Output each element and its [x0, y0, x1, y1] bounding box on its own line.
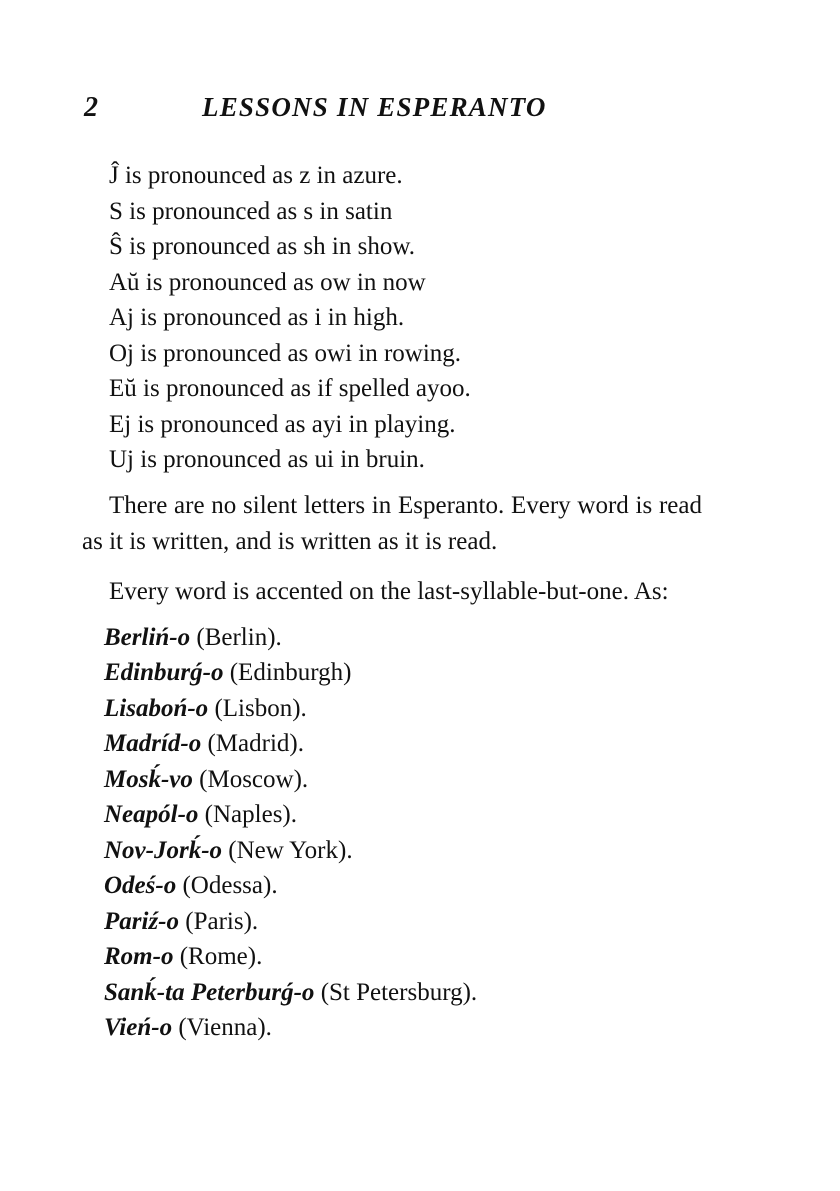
- pronunciation-line: Aj is pronounced as i in high.: [109, 304, 405, 331]
- city-example: [82, 726, 702, 762]
- city-esperanto: Neapól-o: [104, 801, 199, 828]
- paragraph-silent-letters: There are no silent letters in Esperanto. Every word is read as it is written, and is written as it is read.: [82, 491, 702, 555]
- city-english: (Rome).: [173, 943, 263, 970]
- city-example: [82, 797, 702, 833]
- pronunciation-line: Ej is pronounced as ayi in playing.: [109, 410, 456, 438]
- city-english: (Odessa).: [176, 872, 278, 899]
- city-example: [82, 868, 702, 904]
- city-esperanto: Odeś-o: [104, 872, 177, 899]
- city-english: (Paris).: [179, 907, 259, 935]
- city-esperanto: Vień-o: [104, 1014, 173, 1041]
- pronunciation-line: Uj is pronounced as ui in bruin.: [109, 446, 425, 473]
- pronunciation-line: Ĵ is pronounced as z in azure.: [109, 162, 403, 189]
- city-example: [82, 1010, 702, 1046]
- city-esperanto: Edinburǵ-o: [104, 659, 224, 686]
- city-esperanto: Lisaboń-o: [104, 694, 209, 722]
- city-esperanto: Rom-o: [104, 943, 174, 970]
- city-example: [82, 691, 702, 727]
- city-english: (Madrid).: [201, 730, 304, 757]
- city-esperanto: Nov-Jorḱ-o: [104, 836, 223, 864]
- pronunciation-line: Ŝ is pronounced as sh in show.: [109, 233, 416, 260]
- city-example: [82, 620, 702, 656]
- pronunciation-list: [82, 158, 702, 478]
- city-english: (Edinburgh): [223, 659, 352, 686]
- city-esperanto: Sanḱ-ta Peterburǵ-o: [104, 978, 315, 1006]
- city-example: [82, 939, 702, 975]
- city-esperanto: Madríd-o: [104, 730, 202, 757]
- city-english: (Moscow).: [192, 765, 309, 793]
- city-esperanto: Mosḱ-vo: [104, 765, 193, 793]
- city-example: [82, 762, 702, 798]
- city-examples-list: [82, 620, 702, 1046]
- running-head: LESSONS IN ESPERANTO: [202, 92, 547, 122]
- city-example: [82, 975, 702, 1011]
- city-english: (Berlin).: [190, 623, 282, 651]
- city-esperanto: Berliń-o: [104, 623, 191, 651]
- pronunciation-line: Eŭ is pronounced as if spelled ayoo.: [109, 375, 471, 402]
- city-english: (St Petersburg).: [314, 978, 478, 1006]
- paragraph-accent-rule: Every word is accented on the last-syllable-but-one. As:: [109, 577, 669, 605]
- city-esperanto: Pariź-o: [104, 907, 179, 935]
- city-example: [82, 655, 702, 691]
- city-english: (New York).: [222, 836, 353, 864]
- pronunciation-line: Oj is pronounced as owi in rowing.: [109, 339, 462, 367]
- pronunciation-line: S is pronounced as s in satin: [109, 197, 393, 225]
- page-body: [82, 158, 702, 1046]
- city-english: (Naples).: [198, 801, 297, 828]
- city-example: [82, 904, 702, 940]
- city-english: (Vienna).: [172, 1014, 272, 1041]
- city-english: (Lisbon).: [208, 694, 307, 722]
- page-number: 2: [84, 92, 98, 123]
- pronunciation-line: Aŭ is pronounced as ow in now: [109, 268, 426, 296]
- page-header: [84, 92, 704, 132]
- city-example: [82, 833, 702, 869]
